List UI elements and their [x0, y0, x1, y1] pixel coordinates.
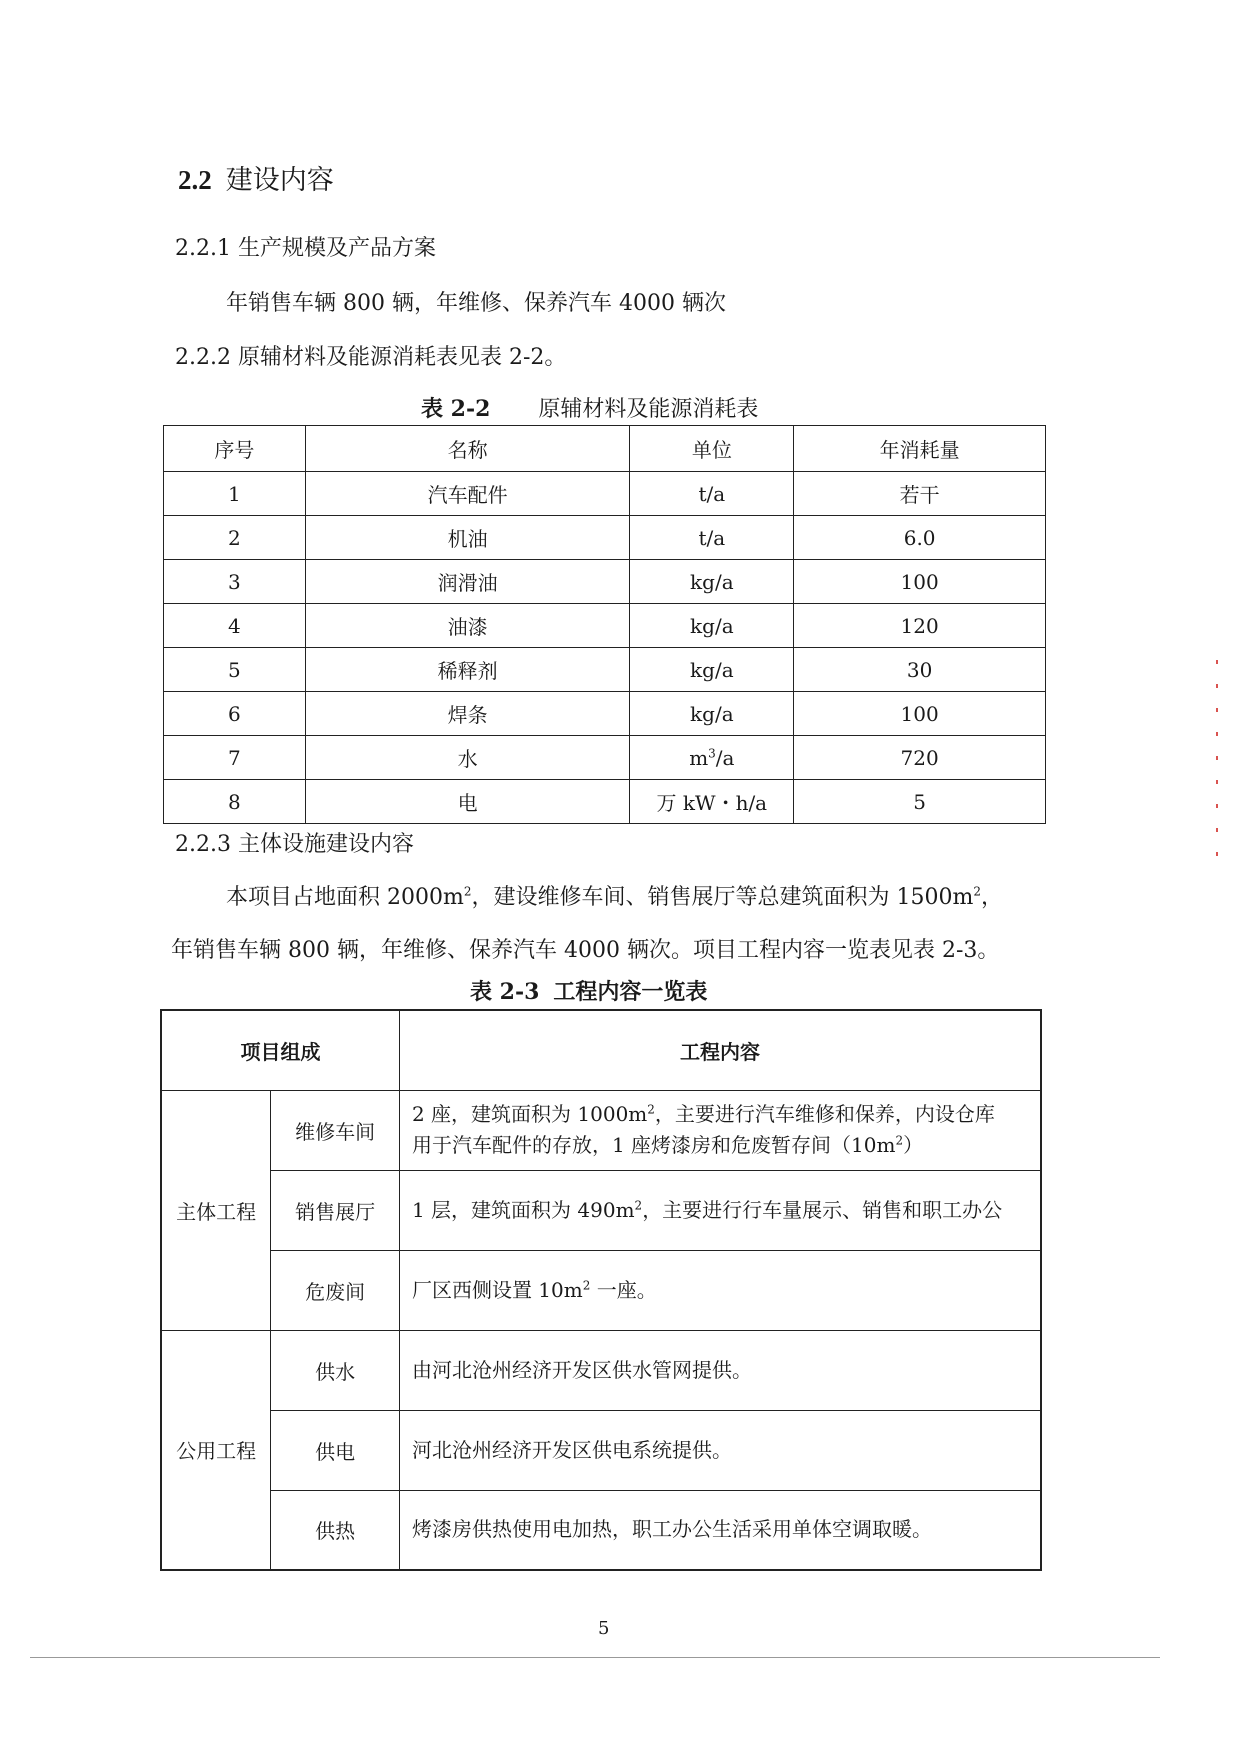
table-cell: 1: [164, 472, 306, 516]
table-row: [164, 692, 1046, 736]
table-cell: 润滑油: [305, 560, 630, 604]
section-title: 建设内容: [225, 165, 334, 196]
table-2-2-caption: [421, 392, 758, 423]
item-cell: 维修车间: [271, 1090, 400, 1170]
content-cell: [399, 1090, 1041, 1170]
table-cell: 6: [164, 692, 306, 736]
construction-paragraph-line2: 年销售车辆 800 辆，年维修、保养汽车 4000 辆次。项目工程内容一览表见表 2-3。: [171, 938, 1000, 963]
table-cell: kg/a: [630, 648, 794, 692]
content-cell: 烤漆房供热使用电加热，职工办公生活采用单体空调取暖。: [399, 1490, 1041, 1570]
table-cell: 120: [794, 604, 1046, 648]
table-cell: 5: [794, 780, 1046, 824]
table-cell: kg/a: [630, 560, 794, 604]
subsection-heading-2-2-2: 2.2.2 原辅材料及能源消耗表见表 2-2。: [175, 345, 567, 370]
table-cell: 6.0: [794, 516, 1046, 560]
table-row: [164, 648, 1046, 692]
page-number: 5: [598, 1618, 610, 1639]
table-cell: 电: [305, 780, 630, 824]
table-cell: 3: [164, 560, 306, 604]
group-cell: 主体工程: [161, 1090, 271, 1330]
scan-margin-marks: [1215, 660, 1219, 860]
content-line: 用于汽车配件的存放，1 座烤漆房和危废暂存间$(10m^2)$: [411, 1133, 924, 1157]
item-cell: 供热: [271, 1490, 400, 1570]
column-header: 年消耗量: [794, 426, 1046, 472]
content-cell: 厂区西侧设置 $10m^2$ 一座。: [399, 1250, 1041, 1330]
production-scale-text: 年销售车辆 800 辆，年维修、保养汽车 4000 辆次: [226, 291, 726, 316]
table-row: [164, 516, 1046, 560]
table-cell: 若干: [794, 472, 1046, 516]
content-cell: 由河北沧州经济开发区供水管网提供。: [399, 1330, 1041, 1410]
table-cell: 30: [794, 648, 1046, 692]
table-cell: 2: [164, 516, 306, 560]
table-cell: 焊条: [305, 692, 630, 736]
table-2-2-caption-number: 表 2-2: [421, 396, 491, 422]
table-cell: kg/a: [630, 692, 794, 736]
table-cell: 水: [305, 736, 630, 780]
table-cell: kg/a: [630, 604, 794, 648]
table-2-3-caption-title: 工程内容一览表: [553, 979, 708, 1005]
table-cell: 720: [794, 736, 1046, 780]
column-header: 序号: [164, 426, 306, 472]
table-2-2-caption-title: 原辅材料及能源消耗表: [538, 397, 759, 422]
table-cell: 稀释剂: [305, 648, 630, 692]
section-heading: [178, 158, 334, 197]
table-cell: 7: [164, 736, 306, 780]
table-header-row: [164, 426, 1046, 472]
table-row: [161, 1250, 1041, 1330]
column-header: 名称: [305, 426, 630, 472]
table-cell: 汽车配件: [305, 472, 630, 516]
subsection-heading-2-2-3: 2.2.3 主体设施建设内容: [175, 832, 414, 857]
table-header-row: [161, 1010, 1041, 1090]
table-row: [161, 1330, 1041, 1410]
content-cell: 1 层，建筑面积为 $490m^2$，主要进行行车量展示、销售和职工办公: [399, 1170, 1041, 1250]
table-row: [161, 1490, 1041, 1570]
table-cell: 5: [164, 648, 306, 692]
project-content-table: [160, 1009, 1042, 1571]
table-row: [164, 736, 1046, 780]
construction-paragraph-line1: 本项目占地面积 $2000m^2$，建设维修车间、销售展厅等总建筑面积为 $1500m^2$，: [226, 884, 1004, 910]
table-row: [164, 472, 1046, 516]
table-cell: $m^3/a$: [630, 736, 794, 780]
item-cell: 供电: [271, 1410, 400, 1490]
table-row: [164, 604, 1046, 648]
table-cell: t/a: [630, 472, 794, 516]
table-cell: 油漆: [305, 604, 630, 648]
subsection-heading-2-2-1: 2.2.1 生产规模及产品方案: [175, 236, 436, 261]
table-cell: 4: [164, 604, 306, 648]
table-cell: t/a: [630, 516, 794, 560]
footer-rule: [30, 1657, 1160, 1658]
table-row: [161, 1170, 1041, 1250]
column-header: 项目组成: [161, 1010, 399, 1090]
column-header: 单位: [630, 426, 794, 472]
group-cell: 公用工程: [161, 1330, 271, 1570]
table-row: [161, 1090, 1041, 1170]
item-cell: 危废间: [271, 1250, 400, 1330]
column-header: 工程内容: [399, 1010, 1041, 1090]
content-line: 2 座，建筑面积为 $1000m^2$，主要进行汽车维修和保养，内设仓库: [411, 1102, 995, 1126]
item-cell: 供水: [271, 1330, 400, 1410]
table-2-3-caption-number: 表 2-3: [470, 979, 540, 1005]
table-cell: 100: [794, 560, 1046, 604]
table-cell: 机油: [305, 516, 630, 560]
item-cell: 销售展厅: [271, 1170, 400, 1250]
table-row: [161, 1410, 1041, 1490]
table-cell: 8: [164, 780, 306, 824]
table-cell: 万 kW・h/a: [630, 780, 794, 824]
table-cell: 100: [794, 692, 1046, 736]
content-cell: 河北沧州经济开发区供电系统提供。: [399, 1410, 1041, 1490]
section-number: 2.2: [178, 165, 212, 195]
table-row: [164, 780, 1046, 824]
table-2-3-caption: [470, 975, 707, 1006]
table-row: [164, 560, 1046, 604]
materials-energy-table: [163, 425, 1046, 824]
